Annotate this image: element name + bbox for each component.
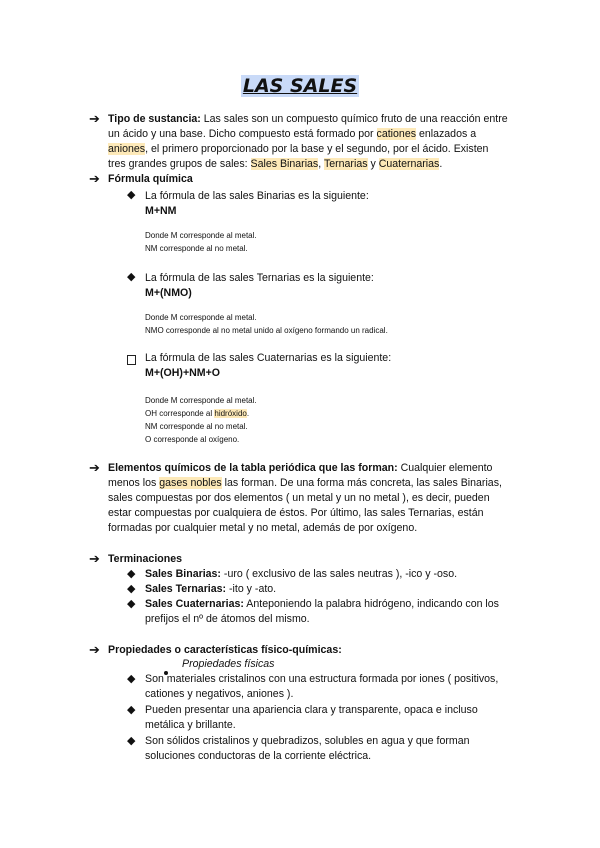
diamond-icon: ◆: [127, 598, 136, 610]
diamond-icon: ◆: [127, 735, 136, 747]
s4-cua: Sales Cuaternarias: Anteponiendo la palabra hidrógeno, indicando con los: [145, 598, 499, 610]
s5-p3a: Son sólidos cristalinos y quebradizos, solubles en agua y que forman: [145, 735, 470, 747]
s1-line1: Tipo de sustancia: Las sales son un compuesto químico fruto de una reacción entre: [108, 113, 508, 125]
s2-bin-formula: M+NM: [145, 205, 177, 217]
arrow-right-icon: ➔: [89, 642, 100, 657]
s2-bin-intro: La fórmula de las sales Binarias es la siguiente:: [145, 190, 369, 202]
diamond-icon: ◆: [127, 189, 136, 201]
s2-cua-note1: Donde M corresponde al metal.: [145, 396, 257, 405]
s4-bin: Sales Binarias: -uro ( exclusivo de las sales neutras ), -ico y -oso.: [145, 568, 458, 580]
s4-cua-cont: prefijos el nº de átomos del mismo.: [145, 613, 310, 625]
s2-heading: Fórmula química: [108, 173, 193, 185]
s3-line3: sales compuestas por dos elementos ( un metal y un no metal ), es decir, pueden: [108, 492, 490, 504]
s5-heading: Propiedades o características físico-químicas:: [108, 644, 342, 656]
page-title: LAS SALES: [242, 75, 358, 97]
arrow-right-icon: ➔: [89, 551, 100, 566]
s3-line2: menos los gases nobles las forman. De una forma más concreta, las sales Binarias,: [108, 477, 502, 489]
arrow-right-icon: ➔: [89, 460, 100, 475]
square-icon: [127, 352, 136, 370]
s4-ter: Sales Ternarias: -ito y -ato.: [145, 583, 277, 595]
arrow-right-icon: ➔: [89, 111, 100, 126]
arrow-right-icon: ➔: [89, 171, 100, 186]
s2-cua-note2: OH corresponde al hidróxido.: [145, 409, 250, 418]
diamond-icon: ◆: [127, 271, 136, 283]
diamond-icon: ◆: [127, 673, 136, 685]
s3-line1: Elementos químicos de la tabla periódica que las forman: Cualquier elemento: [108, 462, 493, 474]
diamond-icon: ◆: [127, 568, 136, 580]
s5-p1b: cationes y negativos, aniones ).: [145, 688, 294, 700]
s5-p1a: Son materiales cristalinos con una estructura formada por iones ( positivos,: [145, 673, 499, 685]
s5-sub: Propiedades físicas: [182, 658, 275, 670]
s1-line3: aniones, el primero proporcionado por la base y el segundo, por el ácido. Existen: [108, 143, 489, 155]
s3-line5: formadas por cualquier metal y no metal, además de por oxígeno.: [108, 522, 418, 534]
diamond-icon: ◆: [127, 704, 136, 716]
s3-line4: estar compuestas por cualquiera de éstos. Por último, las sales Ternarias, están: [108, 507, 484, 519]
s2-cua-note4: O corresponde al oxígeno.: [145, 435, 240, 444]
s2-ter-note1: Donde M corresponde al metal.: [145, 313, 257, 322]
s5-p2b: metálica y brillante.: [145, 719, 236, 731]
s2-ter-intro: La fórmula de las sales Ternarias es la siguiente:: [145, 272, 374, 284]
s2-cua-formula: M+(OH)+NM+O: [145, 367, 221, 379]
diamond-icon: ◆: [127, 583, 136, 595]
s5-p3b: soluciones conductoras de la corriente eléctrica.: [145, 750, 372, 762]
s5-p2a: Pueden presentar una apariencia clara y transparente, opaca e incluso: [145, 704, 478, 716]
s4-heading: Terminaciones: [108, 553, 182, 565]
s1-line2: un ácido y una base. Dicho compuesto está formado por cationes enlazados a: [108, 128, 477, 140]
s2-ter-formula: M+(NMO): [145, 287, 192, 299]
s2-cua-intro: La fórmula de las sales Cuaternarias es la siguiente:: [145, 352, 392, 364]
s2-ter-note2: NMO corresponde al no metal unido al oxígeno formando un radical.: [145, 326, 388, 335]
s2-cua-note3: NM corresponde al no metal.: [145, 422, 248, 431]
s2-bin-note1: Donde M corresponde al metal.: [145, 231, 257, 240]
s2-bin-note2: NM corresponde al no metal.: [145, 244, 248, 253]
s1-line4: tres grandes grupos de sales: Sales Binarias, Ternarias y Cuaternarias.: [108, 158, 443, 170]
